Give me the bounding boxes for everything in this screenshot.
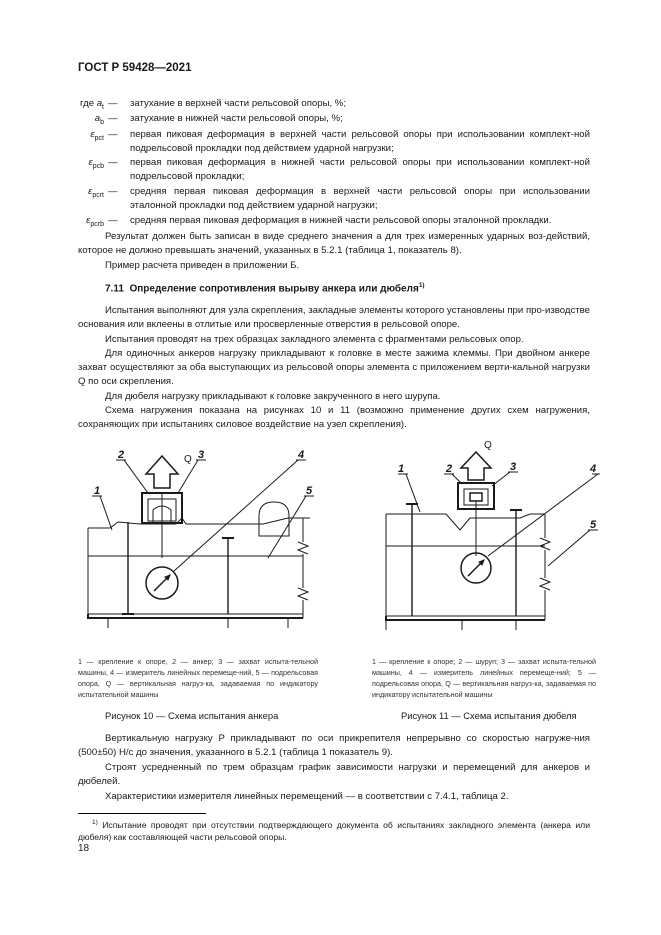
def-subscript: pcb	[92, 162, 104, 170]
def-subscript: pcrb	[90, 220, 104, 228]
figure10-label-3: 3	[198, 449, 205, 461]
figure11-label-2: 2	[446, 463, 453, 475]
paragraph: Вертикальную нагрузку P прикладывают по оси прикрепителя непрерывно со скоростью нагруже-ния (500±50) Н/с до значения, указанного в 5.2.1 (таблица 1 показатель 9).	[78, 733, 590, 759]
def-symbol: ε	[88, 157, 93, 168]
def-dash: —	[108, 98, 118, 109]
footnote-mark: 1)	[92, 819, 98, 826]
def-symbol: a	[94, 113, 101, 124]
figure11-label-3: 3	[510, 461, 517, 473]
page-number: 18	[78, 843, 90, 854]
paragraph-example: Пример расчета приведен в приложении Б.	[105, 260, 300, 271]
def-text: первая пиковая деформация в верхней части рельсовой опоры при использовании комплект-ной подрельсовой прокладки под действием ударной нагрузки;	[130, 129, 590, 154]
def-dash: —	[108, 113, 118, 124]
footnote	[78, 817, 590, 843]
figure10-label-5: 5	[306, 485, 313, 497]
figure10-load-label: Q	[184, 454, 192, 465]
def-subscript: pct	[94, 134, 104, 142]
figure10-caption: 1 — крепление к опоре, 2 — анкер; 3 — захват испыта-тельной машины, 4 — измеритель линейных перемеще-ний, 5 — подрельсовая опора, Q — вертикальная нагруз-ка, задаваемая по индикатору испытательной машины	[78, 657, 318, 699]
def-text: затухание в нижней части рельсовой опоры, %;	[130, 113, 343, 124]
paragraph-result: Результат должен быть записан в виде среднего значения a для трех измеренных ударных воз-действий, которое не должно превышать значений, указанных в 5.2.1 (таблица 1, показатель 8).	[78, 231, 590, 257]
def-symbol: ε	[86, 215, 91, 226]
figure-10-anchor-test-diagram	[78, 438, 328, 658]
figure10-label-1: 1	[94, 485, 101, 497]
paragraph: Схема нагружения показана на рисунках 10 и 11 (возможно применение других схем нагружения, сохраняющих при испытаниях силовое воздействие на узел скрепления).	[78, 405, 590, 431]
figure10-label-2: 2	[118, 449, 125, 461]
def-text: средняя первая пиковая деформация в верхней части рельсовой опоры при использовании эталонной прокладки под действием ударной нагрузки;	[130, 186, 590, 211]
figure10-label-4: 4	[298, 449, 305, 461]
def-subscript: t	[102, 103, 104, 111]
def-text: первая пиковая деформация в нижней части рельсовой опоры при использовании комплект-ной подрельсовой прокладки;	[130, 157, 590, 182]
figure11-caption: 1 — крепление к опоре; 2 — шуруп; 3 — захват испыта-тельной машины, 4 — измеритель линейных перемеще-ний; 5 — подрельсовая опора, Q — вертикальная нагруз-ка, задаваемая по индикатору испытательной машины	[372, 657, 596, 699]
rail-support-body	[88, 518, 310, 628]
gripper	[458, 483, 494, 556]
figure10-title: Рисунок 10 — Схема испытания анкера	[105, 710, 279, 721]
section-heading	[105, 282, 425, 294]
def-symbol: a	[96, 98, 103, 109]
def-text: средняя первая пиковая деформация в нижней части рельсовой опоры эталонной прокладки.	[130, 215, 552, 226]
def-prefix: где	[80, 98, 97, 109]
page-header: ГОСТ Р 59428—2021	[78, 62, 192, 74]
section-footnote-mark: 1)	[418, 282, 425, 289]
rail-support-body	[386, 504, 550, 630]
gauge-icon	[461, 553, 491, 583]
def-symbol: ε	[88, 186, 93, 197]
gauge-icon	[146, 567, 178, 599]
figure11-label-1: 1	[398, 463, 405, 475]
section-number: 7.11	[105, 283, 124, 295]
footnote-separator	[78, 813, 206, 814]
def-symbol: ε	[90, 129, 95, 140]
paragraph: Испытания проводят на трех образцах закладного элемента с фрагментами рельсовых опор.	[105, 334, 524, 345]
def-subscript: pcrt	[92, 191, 104, 199]
paragraph: Испытания выполняют для узла скрепления, закладные элементы которого установлены при про-изводстве основания или вклеены в отлитые или просверленные отверстия в рельсовой опоре.	[78, 305, 590, 331]
def-dash: —	[108, 157, 118, 168]
paragraph: Характеристики измерителя линейных перемещений — в соответствии с 7.4.1, таблица 2.	[105, 791, 509, 802]
load-arrow-icon	[461, 440, 492, 480]
load-arrow-icon	[146, 454, 192, 488]
figure-11-dowel-test-diagram	[370, 438, 600, 658]
def-dash: —	[108, 215, 118, 226]
def-dash: —	[108, 129, 118, 140]
def-text: затухание в верхней части рельсовой опоры, %;	[130, 98, 346, 109]
gripper	[142, 493, 182, 558]
paragraph: Для дюбеля нагрузку прикладывают к головке закрученного в него шурупа.	[105, 391, 441, 402]
section-title: Определение сопротивления вырыву анкера или дюбеля	[129, 283, 419, 295]
figure11-label-4: 4	[590, 463, 597, 475]
figure11-label-5: 5	[590, 519, 597, 531]
paragraph: Для одиночных анкеров нагрузку прикладывают к головке в месте зажима клеммы. При двойном анкере захват осуществляют за оба выступающих из рельсовой опоры элемента с приложением верти-кальной нагрузки Q по оси скрепления.	[78, 348, 590, 388]
paragraph: Строят усредненный по трем образцам график зависимости нагрузки и перемещений для анкеров и дюбелей.	[78, 762, 590, 788]
footnote-text: Испытание проводят при отсутствии подтверждающего документа об испытаниях закладного элемента (анкера или дюбеля) как составляющей части рельсовой опоры.	[78, 819, 591, 842]
figure11-load-label: Q	[484, 440, 492, 451]
leader-lines	[398, 472, 600, 566]
def-dash: —	[108, 186, 118, 197]
figure11-title: Рисунок 11 — Схема испытания дюбеля	[401, 710, 577, 721]
def-subscript: b	[100, 118, 104, 126]
leader-lines	[92, 460, 314, 571]
